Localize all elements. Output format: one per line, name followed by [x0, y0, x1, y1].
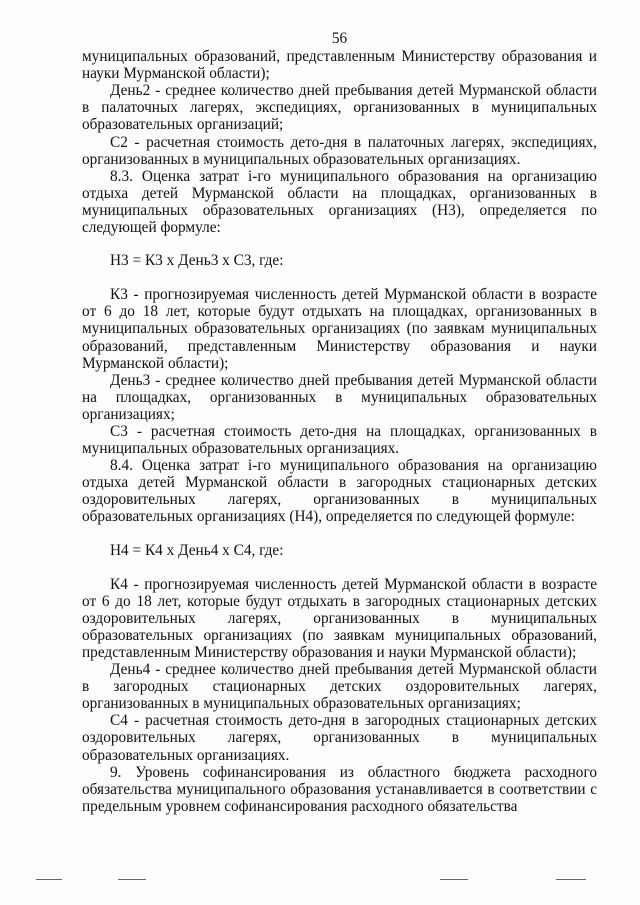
- formula-line: Н3 = К3 x День3 x С3, где:: [110, 252, 284, 270]
- paragraph: муниципальных образований, представленным Министерству образования и науки Мурманской области);: [82, 48, 597, 83]
- paragraph: День3 - среднее количество дней пребывания детей Мурманской области на площадках, организованных в муниципальных образовательных организациях;: [82, 371, 597, 423]
- paragraph: 8.4. Оценка затрат i-го муниципального образования на организацию отдыха детей Мурманской области в загородных стационарных детских оздоровительных лагерях, организованных в муниципальных образовательных организациях (Н4), определяется по следующей формуле:: [82, 457, 597, 526]
- paragraph: 9. Уровень софинансирования из областного бюджета расходного обязательства муниципального образования устанавливается в соответствии с предельным уровнем софинансирования расходного обязательства: [82, 763, 597, 815]
- paragraph: С4 - расчетная стоимость дето-дня в загородных стационарных детских оздоровительных лагерях, организованных в муниципальных образовательных организациях.: [82, 712, 597, 764]
- paragraph: С2 - расчетная стоимость дето-дня в палаточных лагерях, экспедициях, организованных в муниципальных образовательных организациях.: [82, 133, 597, 168]
- footer-line: [118, 879, 146, 880]
- footer-line: [36, 879, 62, 880]
- paragraph: К3 - прогнозируемая численность детей Мурманской области в возрасте от 6 до 18 лет, которые будут отдыхать на площадках, организованных в муниципальных образовательных организациях (по заявкам муниципальных образований, представленным Министерству образования и науки Мурманской области);: [82, 286, 597, 372]
- paragraph-spacer: [82, 269, 597, 286]
- footer-line: [440, 879, 468, 880]
- footer-line: [556, 879, 586, 880]
- paragraph: К4 - прогнозируемая численность детей Мурманской области в возрасте от 6 до 18 лет, которые будут отдыхать в загородных стационарных детских оздоровительных лагерях, организованных в муниципальных образовательных организациях (по заявкам муниципальных образований, представленным Министерству образования и науки Мурманской области);: [82, 575, 597, 661]
- paragraph: День2 - среднее количество дней пребывания детей Мурманской области в палаточных лагерях, экспедициях, организованных в муниципальных образовательных организаций;: [82, 82, 597, 134]
- paragraph: День4 - среднее количество дней пребывания детей Мурманской области в загородных стационарных детских оздоровительных лагерях, организованных в муниципальных образовательных организациях;: [82, 661, 597, 713]
- formula-line: Н4 = К4 x День4 x С4, где:: [110, 541, 284, 559]
- document-body: [82, 48, 597, 815]
- page-number: 56: [331, 30, 348, 47]
- document-page: [82, 30, 597, 815]
- paragraph-spacer: [82, 526, 597, 542]
- paragraph-spacer: [82, 559, 597, 576]
- paragraph: С3 - расчетная стоимость дето-дня на площадках, организованных в муниципальных образовательных организациях.: [82, 422, 597, 458]
- paragraph: 8.3. Оценка затрат i-го муниципального образования на организацию отдыха детей Мурманской области на площадках, организованных в муниципальных образовательных организациях (Н3), определяется по следующей формуле:: [82, 167, 597, 237]
- paragraph-spacer: [82, 236, 597, 252]
